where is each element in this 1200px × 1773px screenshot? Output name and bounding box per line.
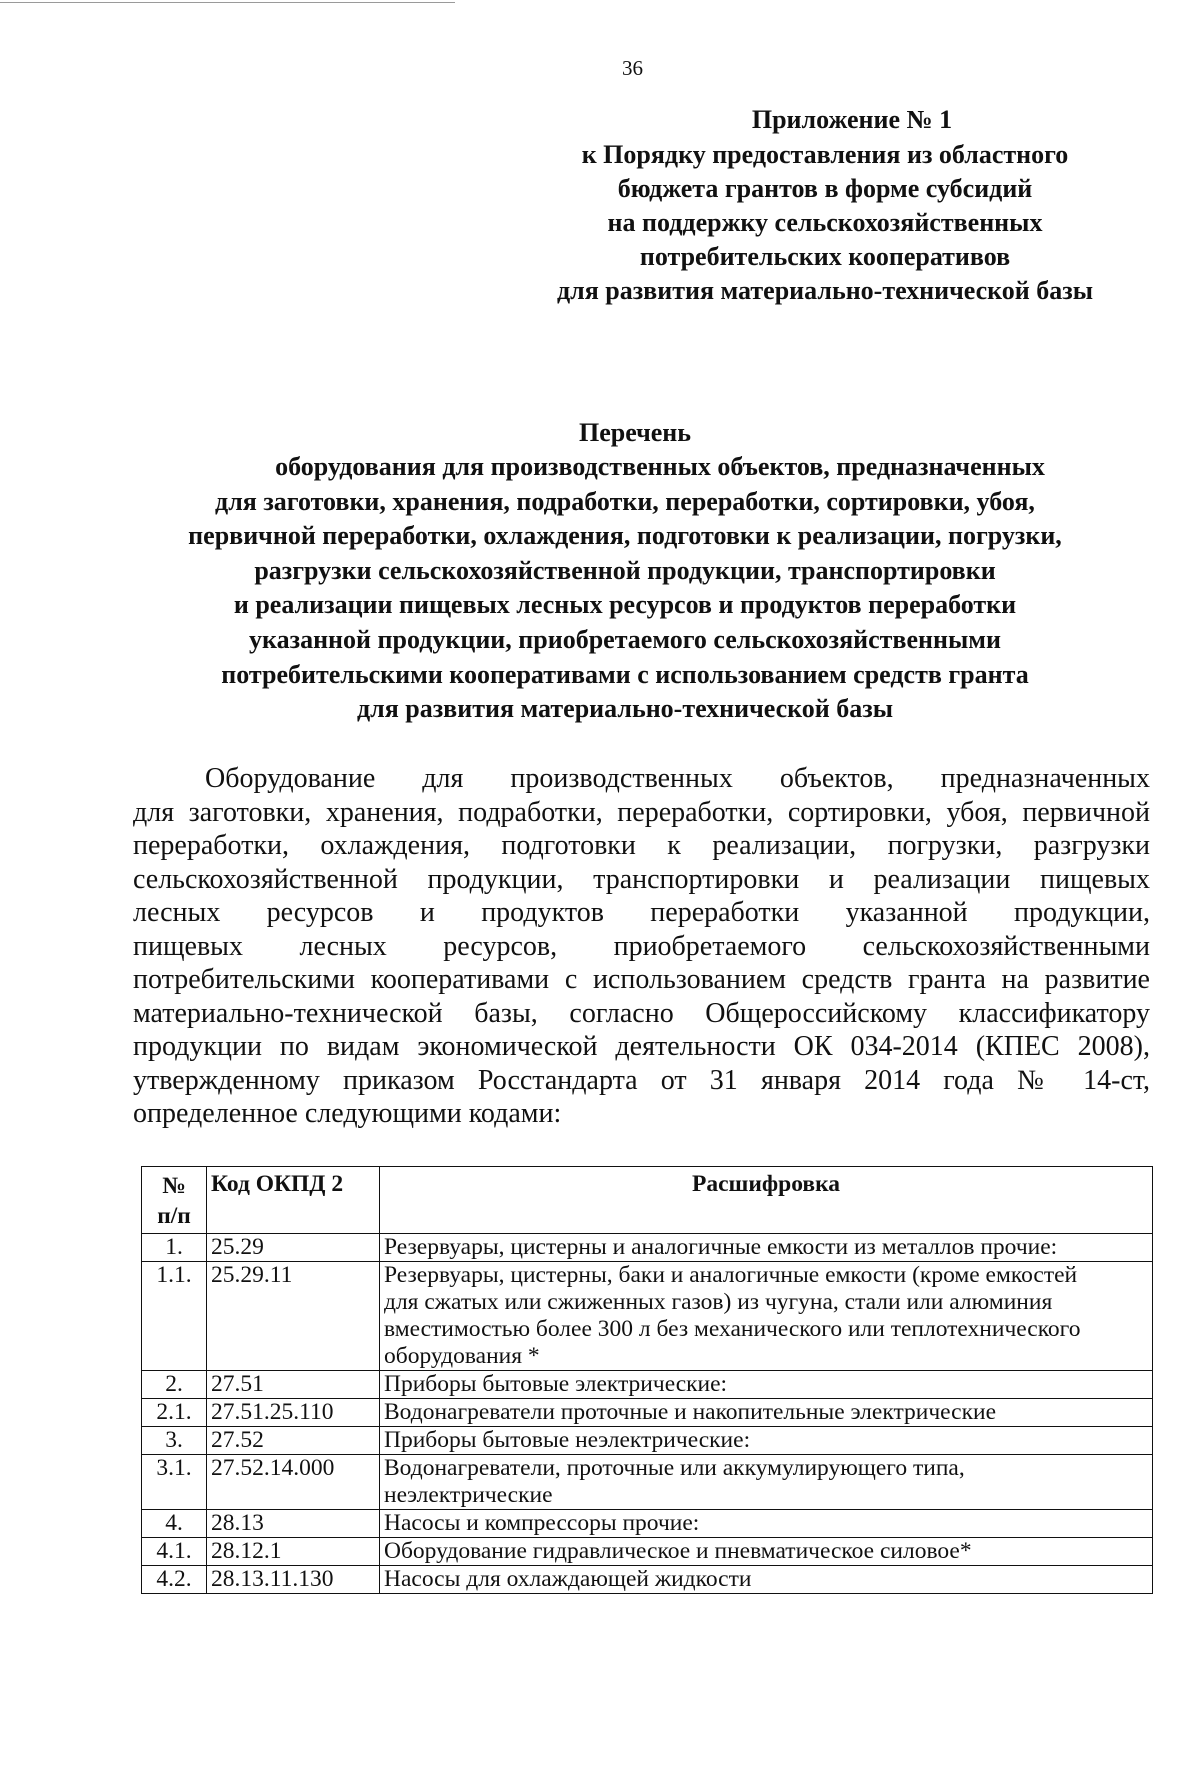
table-row [142, 1371, 1153, 1399]
row-description-line: Водонагреватели, проточные или аккумулирующего типа, [384, 1455, 965, 1481]
row-code: 25.29.11 [207, 1262, 380, 1371]
body-line: переработки, охлаждения, подготовки к реализации, погрузки, разгрузки [133, 830, 1150, 861]
list-heading [125, 416, 1125, 727]
row-number: 2. [142, 1371, 207, 1399]
row-description: Оборудование гидравлическое и пневматическое силовое* [380, 1538, 1153, 1566]
body-line: для заготовки, хранения, подработки, переработки, сортировки, убоя, первичной [133, 796, 1150, 828]
body-line: пищевых лесных ресурсов, приобретаемого сельскохозяйственными [133, 930, 1150, 962]
appendix-line: к Порядку предоставления из областного [581, 140, 1069, 169]
row-description-line: оборудования * [384, 1343, 540, 1369]
body-line: продукции по видам экономической деятельности ОК 034-2014 (КПЕС 2008), [133, 1031, 1150, 1062]
appendix-line: потребительских кооперативов [639, 242, 1011, 271]
row-code: 25.29 [207, 1234, 380, 1262]
row-description: Водонагреватели проточные и накопительные электрические [380, 1399, 1153, 1427]
row-code: 27.52 [207, 1427, 380, 1455]
header-code: Код ОКПД 2 [207, 1167, 380, 1234]
body-line: потребительскими кооперативами с использованием средств гранта на развитие [133, 964, 1150, 995]
list-heading-line: оборудования для производственных объектов, предназначенных [275, 452, 1045, 481]
row-description-line: неэлектрические [384, 1482, 553, 1508]
list-subtitle [125, 450, 1125, 727]
row-description-line: вместимостью более 300 л без механического или теплотехнического [384, 1316, 1081, 1342]
scan-top-rule [0, 2, 455, 3]
list-title: Перечень [578, 418, 692, 447]
list-heading-line: и реализации пищевых лесных ресурсов и продуктов переработки [233, 590, 1017, 620]
list-heading-line: указанной продукции, приобретаемого сельскохозяйственными [249, 624, 1001, 654]
header-number-symbol: № [162, 1173, 186, 1199]
table-row [142, 1566, 1153, 1594]
row-description: Приборы бытовые электрические: [380, 1371, 1153, 1399]
row-code: 28.13 [207, 1510, 380, 1538]
body-line: определенное следующими кодами: [133, 1098, 562, 1129]
list-heading-line: первичной переработки, охлаждения, подготовки к реализации, погрузки, [188, 521, 1062, 551]
list-heading-line: разгрузки сельскохозяйственной продукции, транспортировки [254, 555, 996, 585]
row-description-line: для сжатых или сжиженных газов) из чугуна, стали или алюминия [384, 1289, 1053, 1315]
appendix-line: на поддержку сельскохозяйственных [607, 208, 1043, 237]
list-heading-line: для заготовки, хранения, подработки, переработки, сортировки, убоя, [215, 486, 1035, 516]
body-paragraph [133, 762, 1150, 1131]
table-row [142, 1234, 1153, 1262]
appendix-title: Приложение № 1 [751, 105, 953, 134]
row-number: 2.1. [142, 1399, 207, 1427]
row-code: 27.51 [207, 1371, 380, 1399]
row-code: 28.12.1 [207, 1538, 380, 1566]
row-description: Резервуары, цистерны и аналогичные емкости из металлов прочие: [380, 1234, 1153, 1262]
row-description: Приборы бытовые неэлектрические: [380, 1427, 1153, 1455]
appendix-subtitle [500, 138, 1150, 308]
body-line: утвержденному приказом Росстандарта от 31 января 2014 года № 14-ст, [133, 1064, 1150, 1096]
row-description: Насосы и компрессоры прочие: [380, 1510, 1153, 1538]
okpd-codes-table [141, 1166, 1153, 1594]
table-row [142, 1262, 1153, 1371]
row-number: 3. [142, 1427, 207, 1455]
table-row [142, 1538, 1153, 1566]
row-description-line: Резервуары, цистерны, баки и аналогичные емкости (кроме емкостей [384, 1262, 1078, 1288]
row-code: 28.13.11.130 [207, 1566, 380, 1594]
page-number: 36 [622, 56, 643, 80]
body-line: лесных ресурсов и продуктов переработки указанной продукции, [133, 897, 1150, 928]
row-number: 3.1. [142, 1455, 207, 1510]
row-number: 4.1. [142, 1538, 207, 1566]
appendix-header [500, 102, 1150, 308]
body-line: сельскохозяйственной продукции, транспортировки и реализации пищевых [133, 863, 1150, 895]
header-number [142, 1167, 207, 1234]
row-number: 1.1. [142, 1262, 207, 1371]
row-number: 4.2. [142, 1566, 207, 1594]
table-row [142, 1455, 1153, 1510]
table-row [142, 1510, 1153, 1538]
table-header-row [142, 1167, 1153, 1234]
row-code: 27.51.25.110 [207, 1399, 380, 1427]
row-description [380, 1262, 1153, 1371]
table-row [142, 1399, 1153, 1427]
list-heading-line: потребительскими кооперативами с использованием средств гранта [221, 659, 1029, 689]
body-line: материально-технической базы, согласно Общероссийскому классификатору [133, 997, 1150, 1029]
list-heading-line: для развития материально-технической базы [356, 694, 894, 724]
header-number-label: п/п [157, 1203, 191, 1229]
appendix-line: для развития материально-технической базы [556, 276, 1094, 305]
body-line: Оборудование для производственных объектов, предназначенных [205, 763, 1150, 794]
row-number: 1. [142, 1234, 207, 1262]
header-description: Расшифровка [380, 1167, 1153, 1234]
row-description [380, 1455, 1153, 1510]
row-number: 4. [142, 1510, 207, 1538]
appendix-line: бюджета грантов в форме субсидий [617, 174, 1033, 203]
row-code: 27.52.14.000 [207, 1455, 380, 1510]
row-description: Насосы для охлаждающей жидкости [380, 1566, 1153, 1594]
table-row [142, 1427, 1153, 1455]
